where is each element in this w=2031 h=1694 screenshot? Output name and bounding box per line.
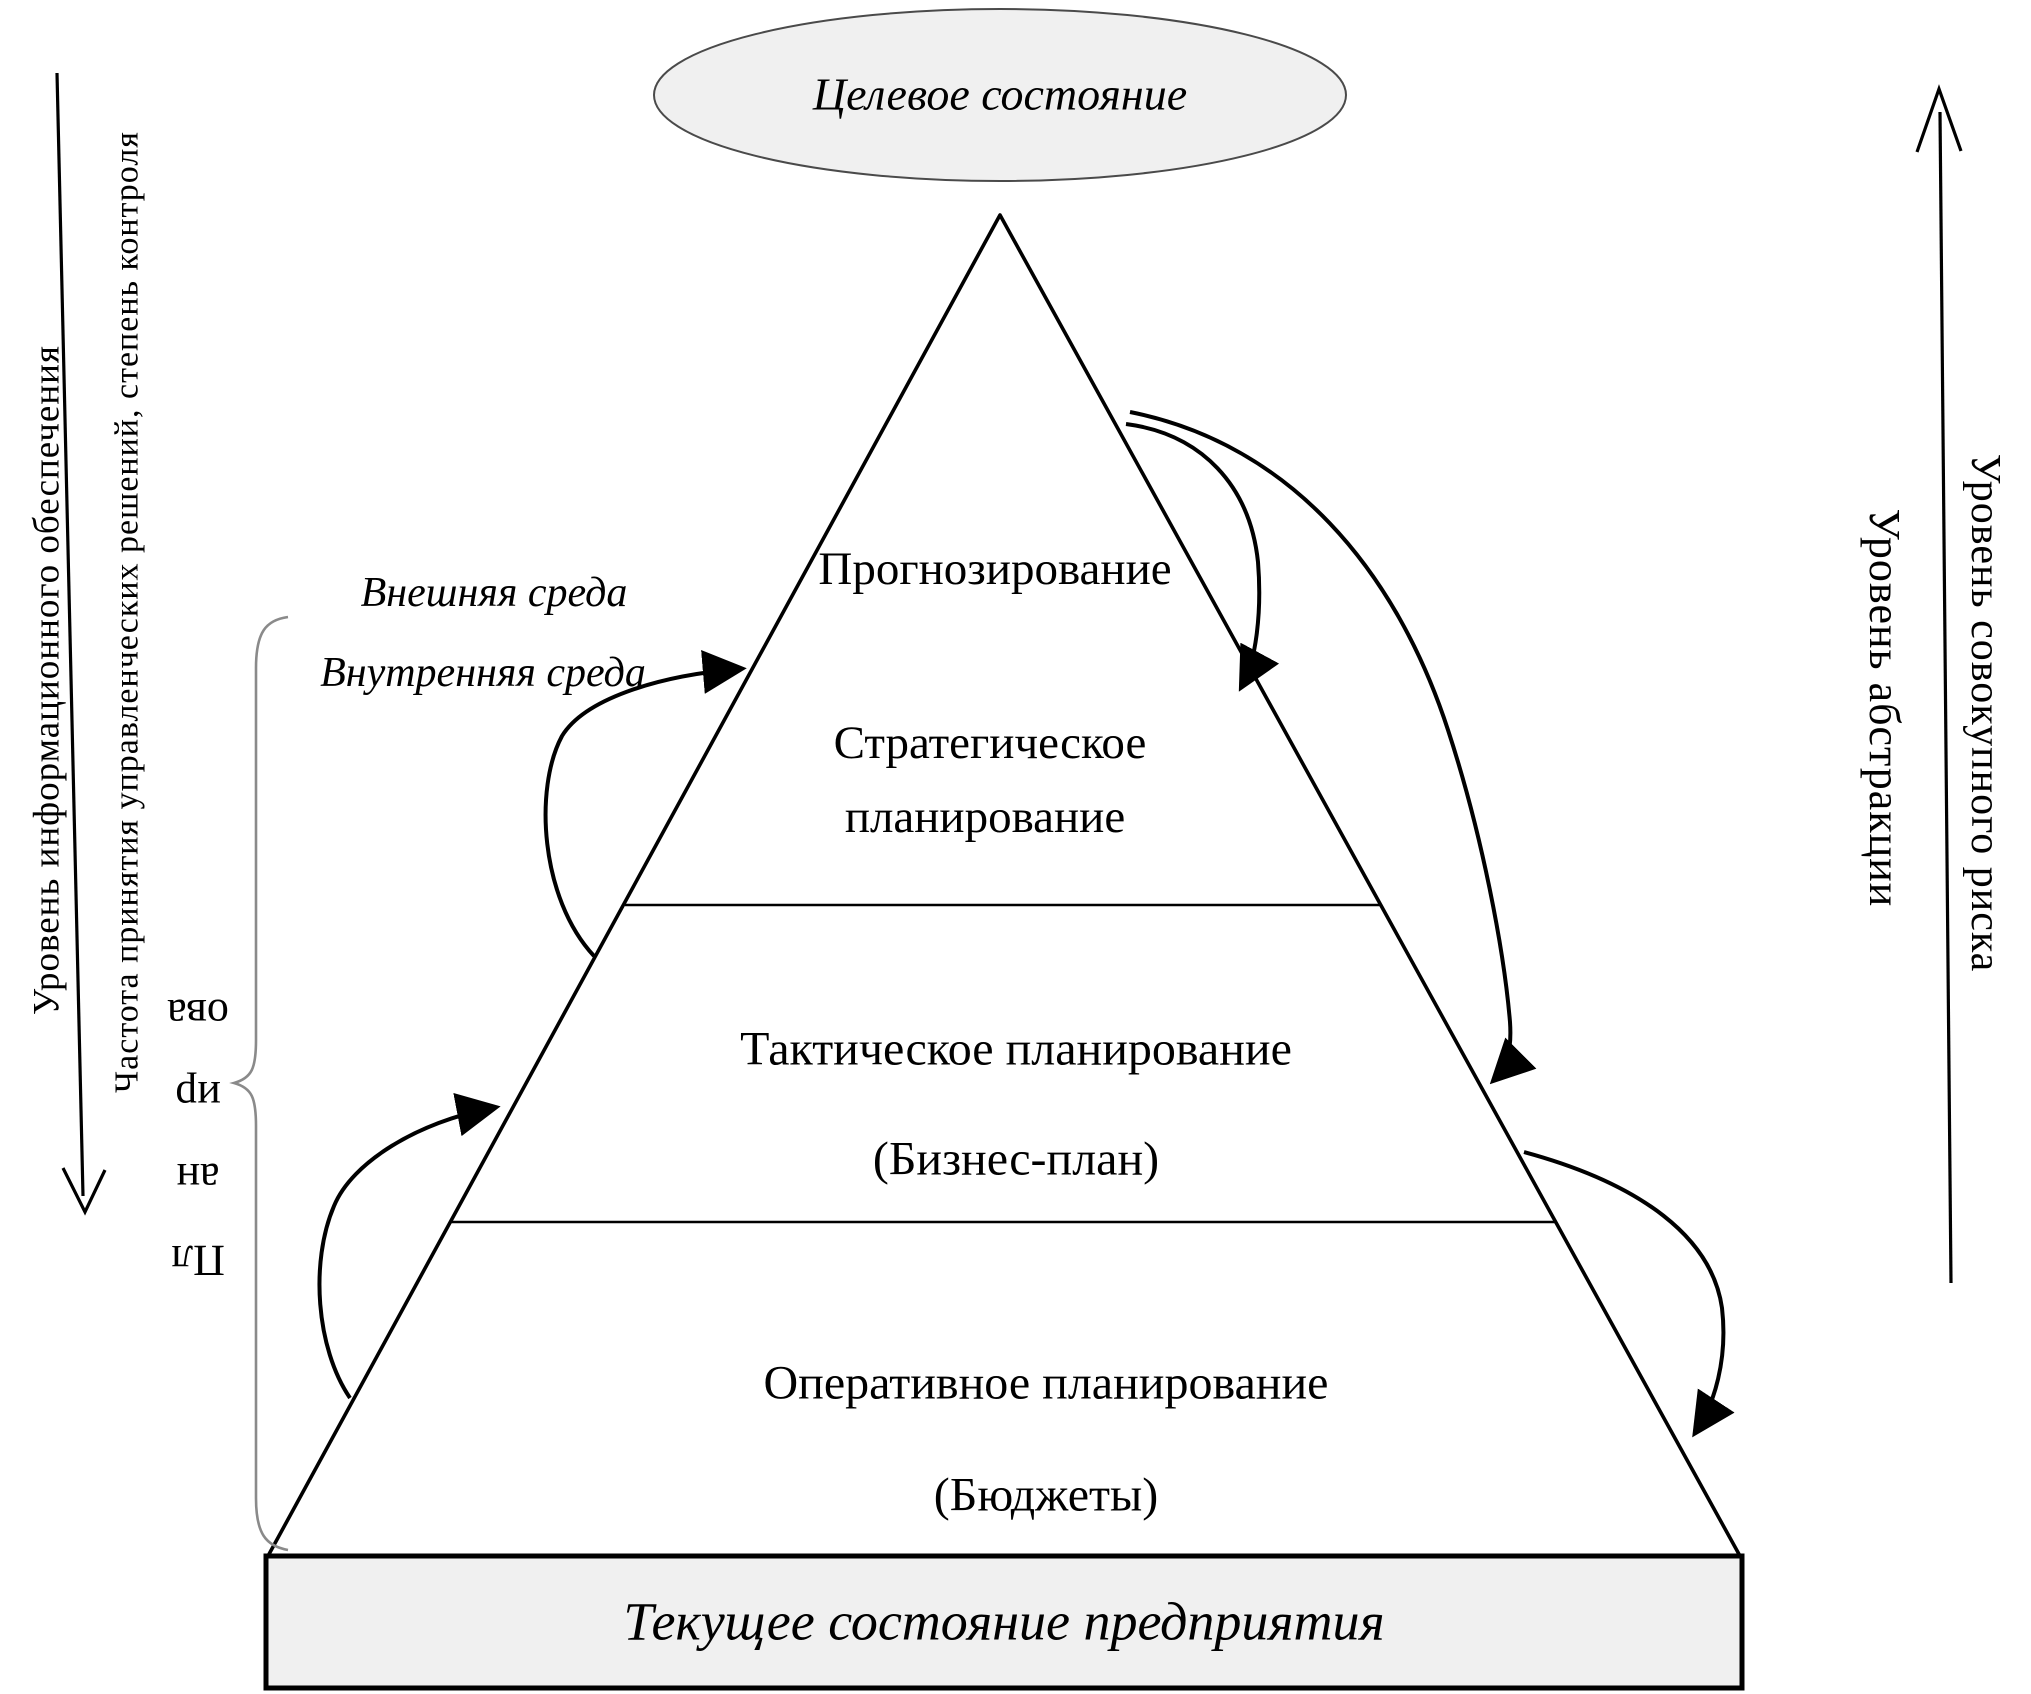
rotated-planning-word-chunk: ан	[176, 1154, 220, 1203]
arrow-down-tactical-to-operational	[1524, 1152, 1723, 1430]
right-axis-line	[1940, 112, 1951, 1283]
level-operational-label-line1: Оперативное планирование	[763, 1356, 1329, 1410]
level-forecasting-label: Прогнозирование	[818, 543, 1172, 596]
rotated-planning-word	[167, 973, 229, 1301]
level-tactical-label-line2: (Бизнес-план)	[872, 1132, 1160, 1186]
target-state-label: Целевое состояние	[812, 68, 1188, 120]
level-strategic-label-line1: Стратегическое	[833, 717, 1147, 770]
level-tactical-label-line1: Тактическое планирование	[740, 1022, 1292, 1076]
rotated-planning-word-chunk: Пл	[171, 1236, 225, 1285]
axis-total-risk-level-label: Уровень совокупного риска	[1962, 453, 2009, 973]
level-operational-label-line2: (Бюджеты)	[933, 1468, 1159, 1522]
arrow-down-strategic-to-tactical	[1130, 412, 1510, 1078]
current-state-label: Текущее состояние предприятия	[623, 1591, 1385, 1652]
axis-information-support-label: Уровень информационного обеспечения	[26, 345, 68, 1015]
axis-abstraction-level-label: Уровень абстракции	[1860, 508, 1910, 908]
rotated-planning-word-chunk: ир	[175, 1072, 221, 1121]
level-strategic-label-line2: планирование	[844, 791, 1126, 844]
internal-environment-label: Внутренняя среда	[320, 649, 646, 696]
external-environment-label: Внешняя среда	[360, 569, 628, 616]
left-brace	[234, 617, 288, 1550]
arrow-up-strategic	[546, 669, 738, 956]
pyramid-outline	[268, 215, 1740, 1556]
axis-decision-frequency-label: Частота принятия управленческих решений, степень контроля	[108, 131, 146, 1093]
rotated-planning-word-chunk: ова	[167, 990, 229, 1039]
arrow-up-tactical	[319, 1108, 492, 1398]
